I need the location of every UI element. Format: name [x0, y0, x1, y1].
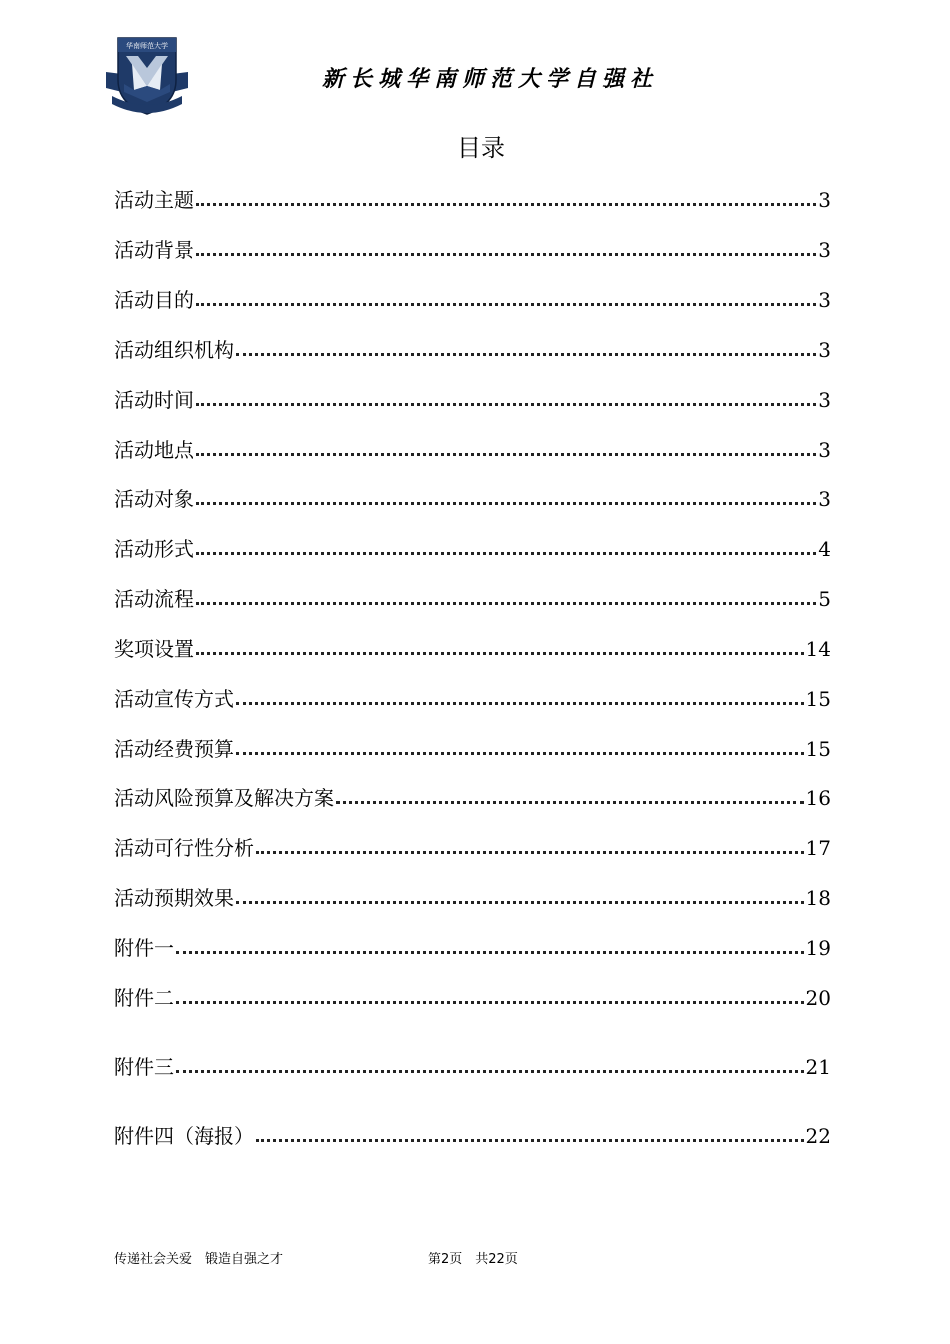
toc-entry-label: 附件二 [114, 986, 174, 1010]
toc-entry-page: 3 [818, 288, 831, 312]
toc-entry[interactable] [114, 282, 831, 314]
toc-entry-page: 16 [805, 786, 831, 810]
toc-leader-dots [176, 1001, 804, 1004]
toc-leader-dots [176, 1070, 804, 1073]
toc-entry-label: 附件四（海报） [114, 1124, 254, 1148]
toc-entry-page: 4 [818, 537, 831, 561]
toc-entry-page: 3 [818, 438, 831, 462]
toc-entry-page: 3 [818, 388, 831, 412]
toc-entry-page: 14 [805, 637, 831, 661]
footer-page-info: 第2页 共22页 [428, 1252, 518, 1267]
toc-title: 目录 [457, 134, 505, 162]
toc-entry[interactable] [114, 681, 831, 713]
toc-leader-dots [336, 801, 804, 804]
toc-leader-dots [196, 453, 816, 456]
toc-entry[interactable] [114, 930, 831, 962]
toc-entry-label: 附件一 [114, 936, 174, 960]
footer-slogan: 传递社会关爱 锻造自强之才 [114, 1252, 284, 1267]
toc-entry-label: 活动宣传方式 [114, 687, 234, 711]
toc-entry[interactable] [114, 830, 831, 862]
toc-entry[interactable] [114, 631, 831, 663]
toc-entry-page: 3 [818, 338, 831, 362]
toc-entry[interactable] [114, 432, 831, 464]
toc-entry-page: 18 [805, 886, 831, 910]
toc-entry-page: 15 [805, 687, 831, 711]
toc-entry-page: 22 [805, 1124, 831, 1148]
toc-entry[interactable] [114, 481, 831, 513]
toc-entry-page: 17 [805, 836, 831, 860]
toc-entry-label: 活动地点 [114, 438, 194, 462]
toc-leader-dots [256, 851, 804, 854]
toc-entry[interactable] [114, 531, 831, 563]
toc-entry-label: 活动对象 [114, 487, 194, 511]
toc-leader-dots [196, 602, 816, 605]
toc-entry-label: 活动背景 [114, 238, 194, 262]
toc-leader-dots [196, 502, 816, 505]
toc-entry[interactable] [114, 980, 831, 1012]
toc-entry[interactable] [114, 581, 831, 613]
toc-entry-page: 15 [805, 737, 831, 761]
toc-entry-label: 活动目的 [114, 288, 194, 312]
toc-entry[interactable] [114, 880, 831, 912]
toc-leader-dots [236, 353, 816, 356]
toc-entry[interactable] [114, 780, 831, 812]
toc-entry-page: 3 [818, 487, 831, 511]
toc-entry-page: 3 [818, 238, 831, 262]
toc-leader-dots [236, 901, 804, 904]
toc-leader-dots [196, 652, 804, 655]
toc-entry[interactable] [114, 731, 831, 763]
logo-wordmark: 华南师范大学 [126, 42, 168, 50]
toc-entry-label: 活动经费预算 [114, 737, 234, 761]
toc-entry-page: 21 [805, 1055, 831, 1079]
toc-entry-label: 活动形式 [114, 537, 194, 561]
toc-entry-label: 活动流程 [114, 587, 194, 611]
toc-entry[interactable] [114, 182, 831, 214]
toc-entry[interactable] [114, 1049, 831, 1081]
toc-entry[interactable] [114, 382, 831, 414]
toc-leader-dots [176, 951, 804, 954]
toc-entry-label: 活动组织机构 [114, 338, 234, 362]
toc-entry-label: 活动可行性分析 [114, 836, 254, 860]
toc-entry-label: 附件三 [114, 1055, 174, 1079]
toc-entry-page: 5 [818, 587, 831, 611]
toc-leader-dots [236, 752, 804, 755]
toc-entry-page: 19 [805, 936, 831, 960]
toc-entry[interactable] [114, 332, 831, 364]
toc-entry-label: 活动时间 [114, 388, 194, 412]
toc-entry-page: 3 [818, 188, 831, 212]
toc-leader-dots [196, 303, 816, 306]
toc-entry[interactable] [114, 232, 831, 264]
toc-entry-label: 活动风险预算及解决方案 [114, 786, 334, 810]
toc-entry[interactable] [114, 1118, 831, 1150]
toc-leader-dots [196, 253, 816, 256]
org-title: 新长城华南师范大学自强社 [321, 67, 658, 92]
toc-entry-page: 20 [805, 986, 831, 1010]
toc-leader-dots [196, 552, 816, 555]
toc-leader-dots [236, 702, 804, 705]
toc-leader-dots [256, 1139, 804, 1142]
toc-entry-label: 奖项设置 [114, 637, 194, 661]
toc-entry-label: 活动主题 [114, 188, 194, 212]
toc-entry-label: 活动预期效果 [114, 886, 234, 910]
toc-leader-dots [196, 403, 816, 406]
toc-leader-dots [196, 203, 816, 206]
